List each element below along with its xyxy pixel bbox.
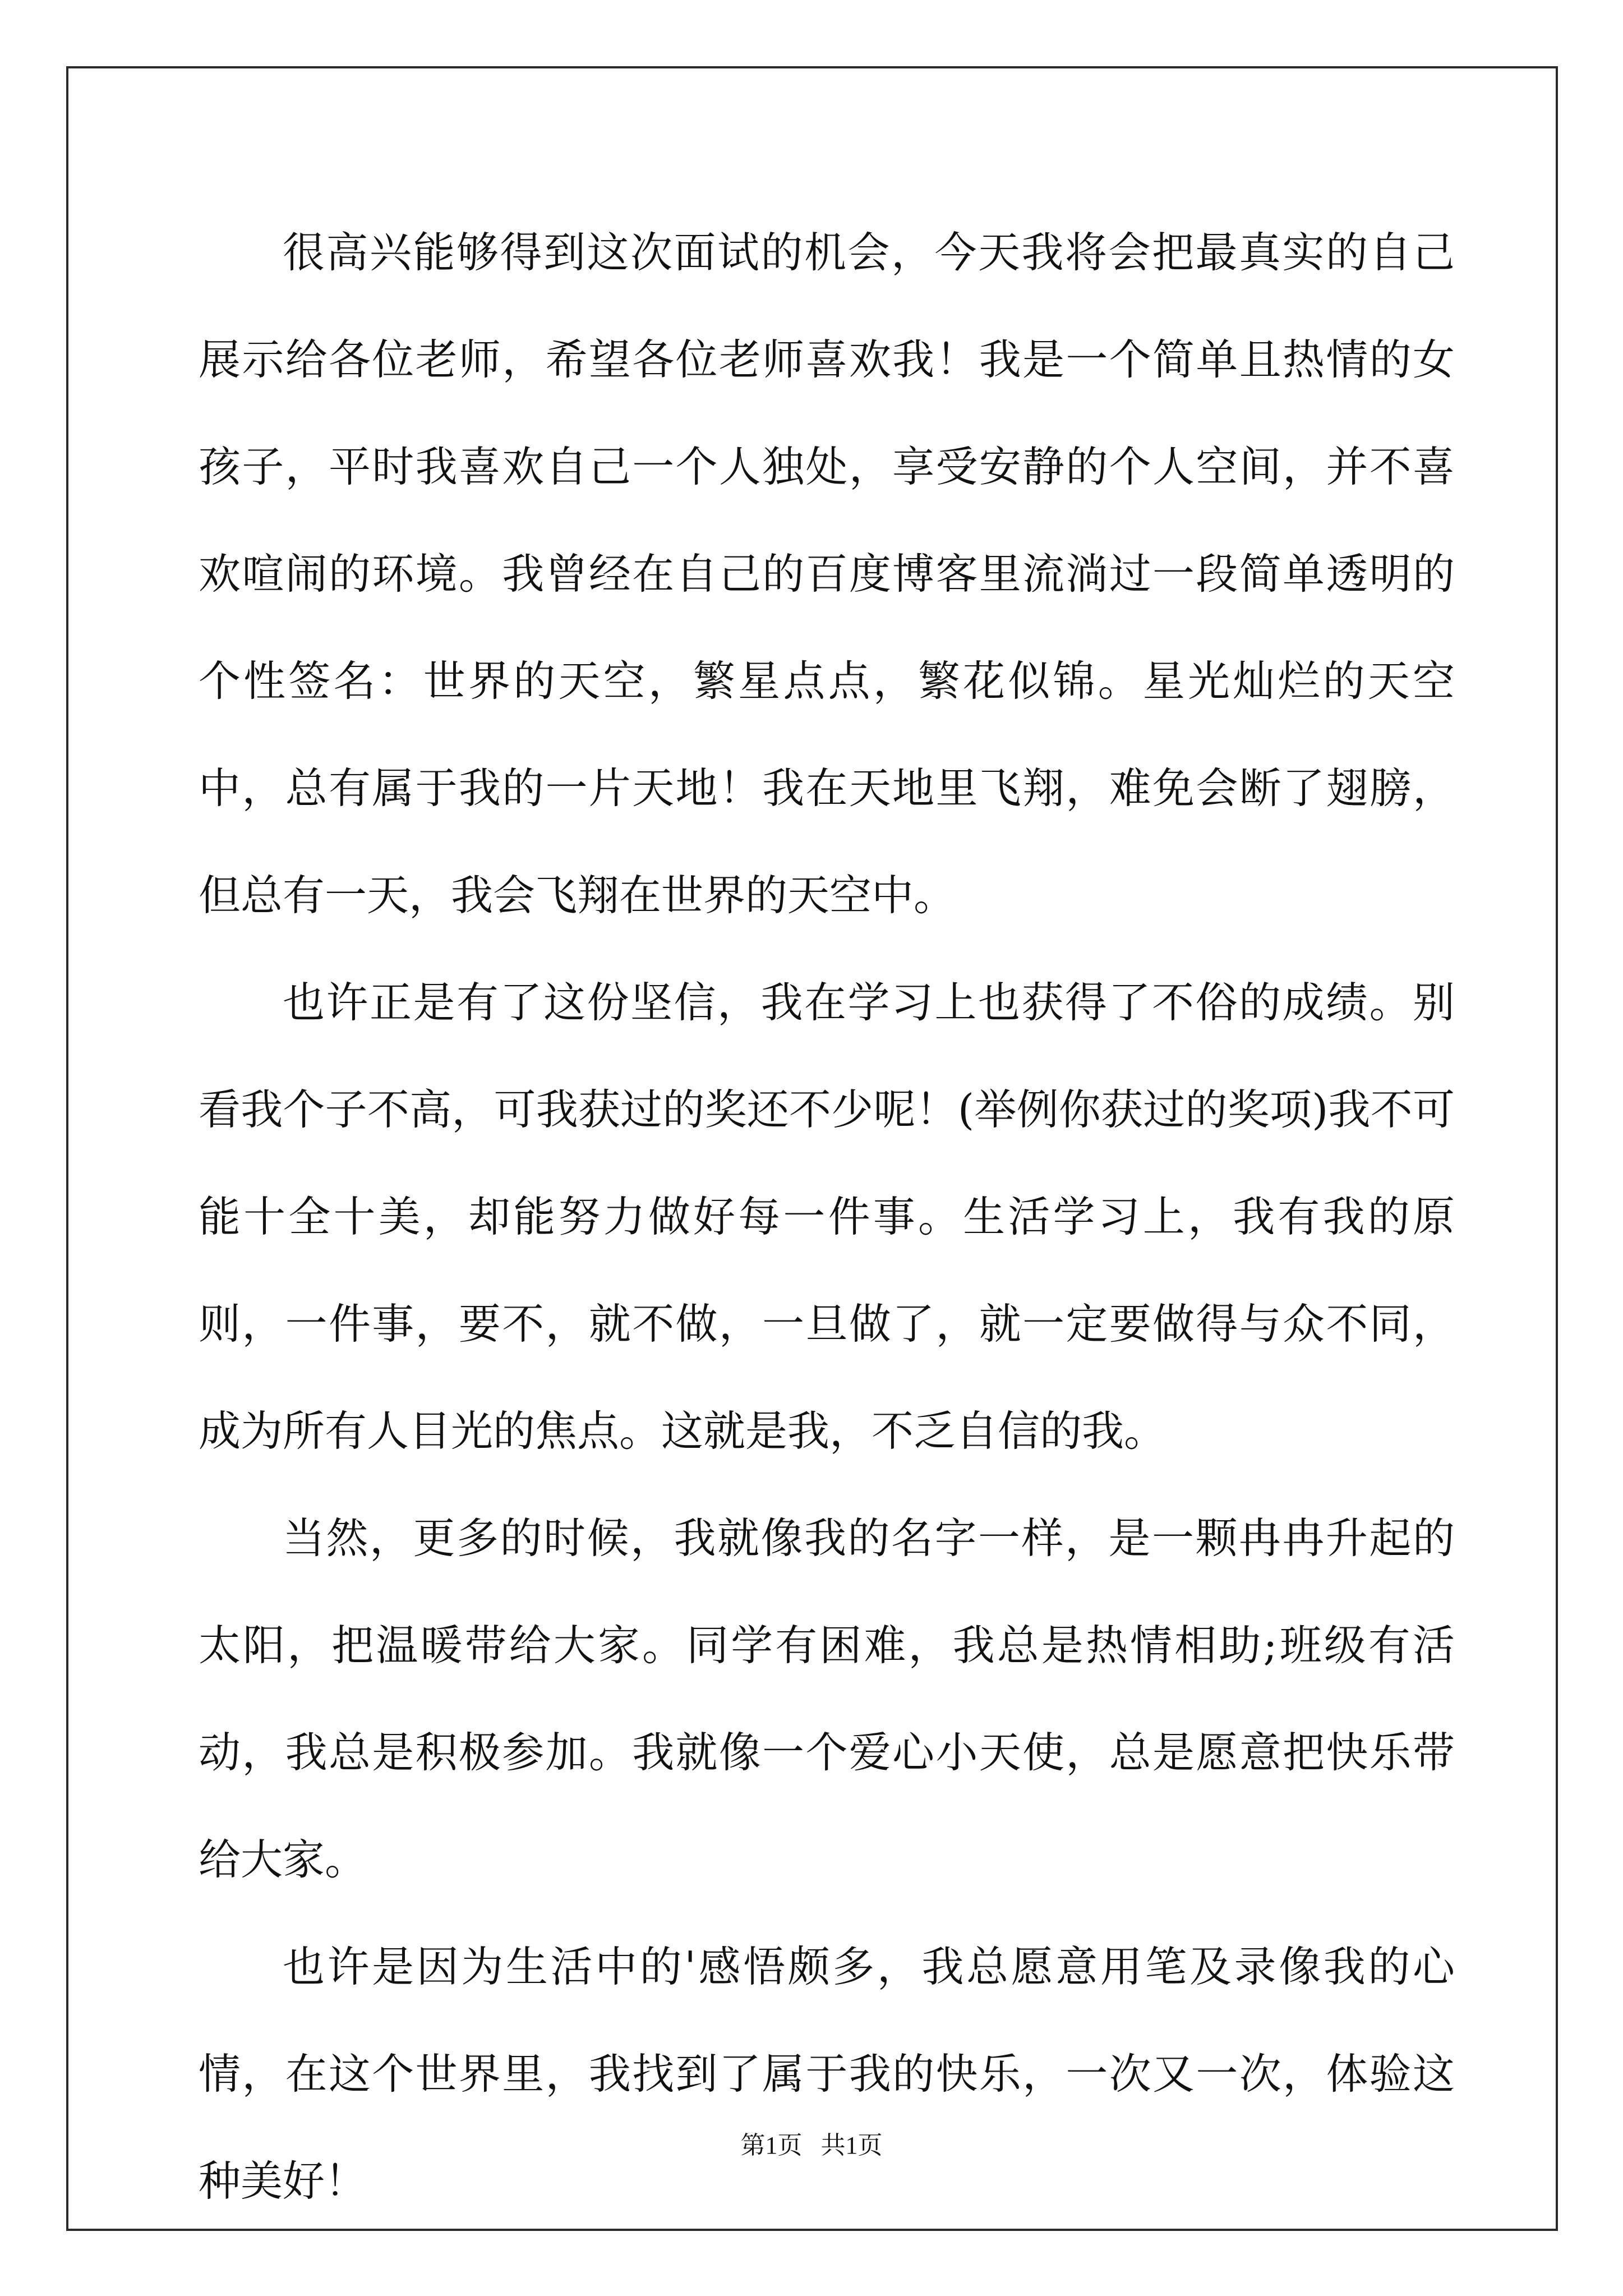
paragraph-1: 很高兴能够得到这次面试的机会，今天我将会把最真实的自己展示给各位老师，希望各位老师喜欢我！我是一个简单且热情的女孩子，平时我喜欢自己一个人独处，享受安静的个人空间，并不喜欢喧闹的环境。我曾经在自己的百度博客里流淌过一段简单透明的个性签名：世界的天空，繁星点点，繁花似锦。星光灿烂的天空中，总有属于我的一片天地！我在天地里飞翔，难免会断了翅膀，但总有一天，我会飞翔在世界的天空中。: [199, 228, 1455, 920]
document-body: [199, 199, 1455, 2235]
paragraph-2: 也许正是有了这份坚信，我在学习上也获得了不俗的成绩。别看我个子不高，可我获过的奖还不少呢！(举例你获过的奖项)我不可能十全十美，却能努力做好每一件事。生活学习上，我有我的原则，一件事，要不，就不做，一旦做了，就一定要做得与众不同，成为所有人目光的焦点。这就是我，不乏自信的我。: [199, 978, 1455, 1456]
paragraph-4: 也许是因为生活中的'感悟颇多，我总愿意用笔及录像我的心情，在这个世界里，我找到了属于我的快乐，一次又一次，体验这种美好！: [199, 1942, 1455, 2206]
paragraph-3: 当然，更多的时候，我就像我的名字一样，是一颗冉冉升起的太阳，把温暖带给大家。同学有困难，我总是热情相助;班级有活动，我总是积极参加。我就像一个爱心小天使，总是愿意把快乐带给大家。: [199, 1513, 1455, 1884]
page-number-footer: 第1页 共1页: [740, 2132, 883, 2159]
